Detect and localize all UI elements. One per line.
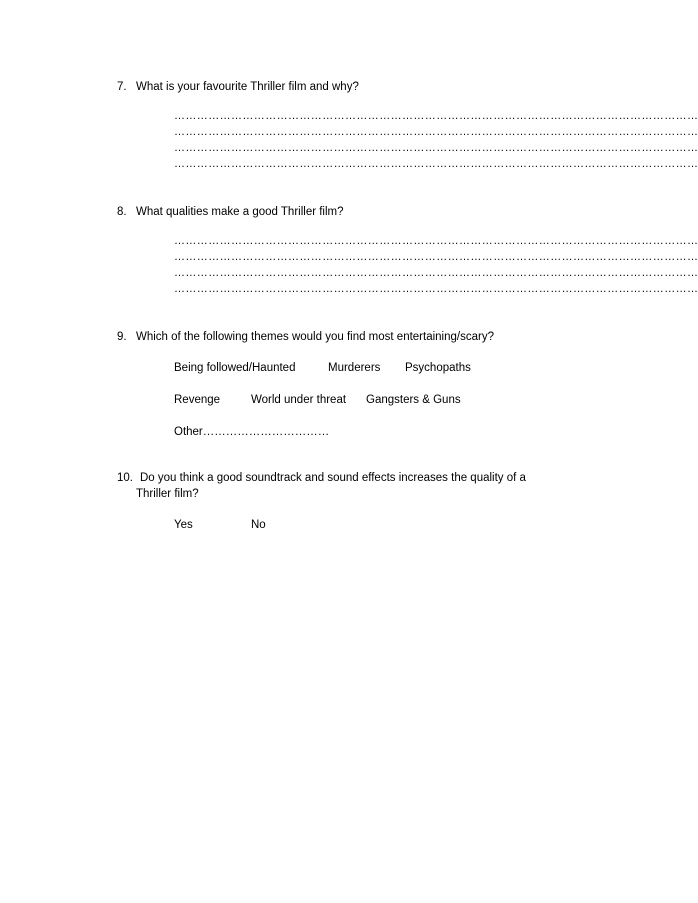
question-7-text: What is your favourite Thriller film and why? [136, 81, 359, 93]
question-7-answer-line-3[interactable]: ………………………………………………………………………………………………………………………… [174, 142, 698, 154]
question-8-text: What qualities make a good Thriller film? [136, 206, 344, 218]
question-9-option-revenge[interactable]: Revenge [174, 394, 221, 406]
question-9-option-psychopaths[interactable]: Psychopaths [405, 362, 471, 374]
question-10-option-no[interactable]: No [251, 519, 266, 531]
question-8-answer-line-3[interactable]: ………………………………………………………………………………………………………………………… [174, 267, 698, 279]
question-10-text-line-2: Thriller film? [136, 488, 199, 500]
question-9-option-other[interactable]: Other…………………………… [174, 426, 330, 438]
question-9-option-being-followed[interactable]: Being followed/Haunted [174, 362, 296, 374]
question-7-answer-line-4[interactable]: ………………………………………………………………………………………………………………………… [174, 158, 698, 170]
question-9-text: Which of the following themes would you find most entertaining/scary? [136, 331, 494, 343]
question-8-answer-line-4[interactable]: ………………………………………………………………………………………………………………………… [174, 283, 698, 295]
question-10-text-line-1: Do you think a good soundtrack and sound effects increases the quality of a [140, 472, 526, 484]
question-7-answer-line-1[interactable]: ………………………………………………………………………………………………………………………… [174, 110, 698, 122]
question-9-number: 9. [117, 331, 127, 343]
question-10-option-yes[interactable]: Yes [174, 519, 193, 531]
question-9-option-murderers[interactable]: Murderers [328, 362, 381, 374]
question-9-option-gangsters-guns[interactable]: Gangsters & Guns [366, 394, 461, 406]
question-8-answer-line-2[interactable]: ………………………………………………………………………………………………………………………… [174, 251, 698, 263]
question-10-number: 10. [117, 472, 133, 484]
question-9-option-world-under-threat[interactable]: World under threat [251, 394, 347, 406]
question-8-answer-line-1[interactable]: ………………………………………………………………………………………………………………………… [174, 235, 698, 247]
question-7-answer-line-2[interactable]: ………………………………………………………………………………………………………………………… [174, 126, 698, 138]
question-7-number: 7. [117, 81, 127, 93]
question-8-number: 8. [117, 206, 127, 218]
